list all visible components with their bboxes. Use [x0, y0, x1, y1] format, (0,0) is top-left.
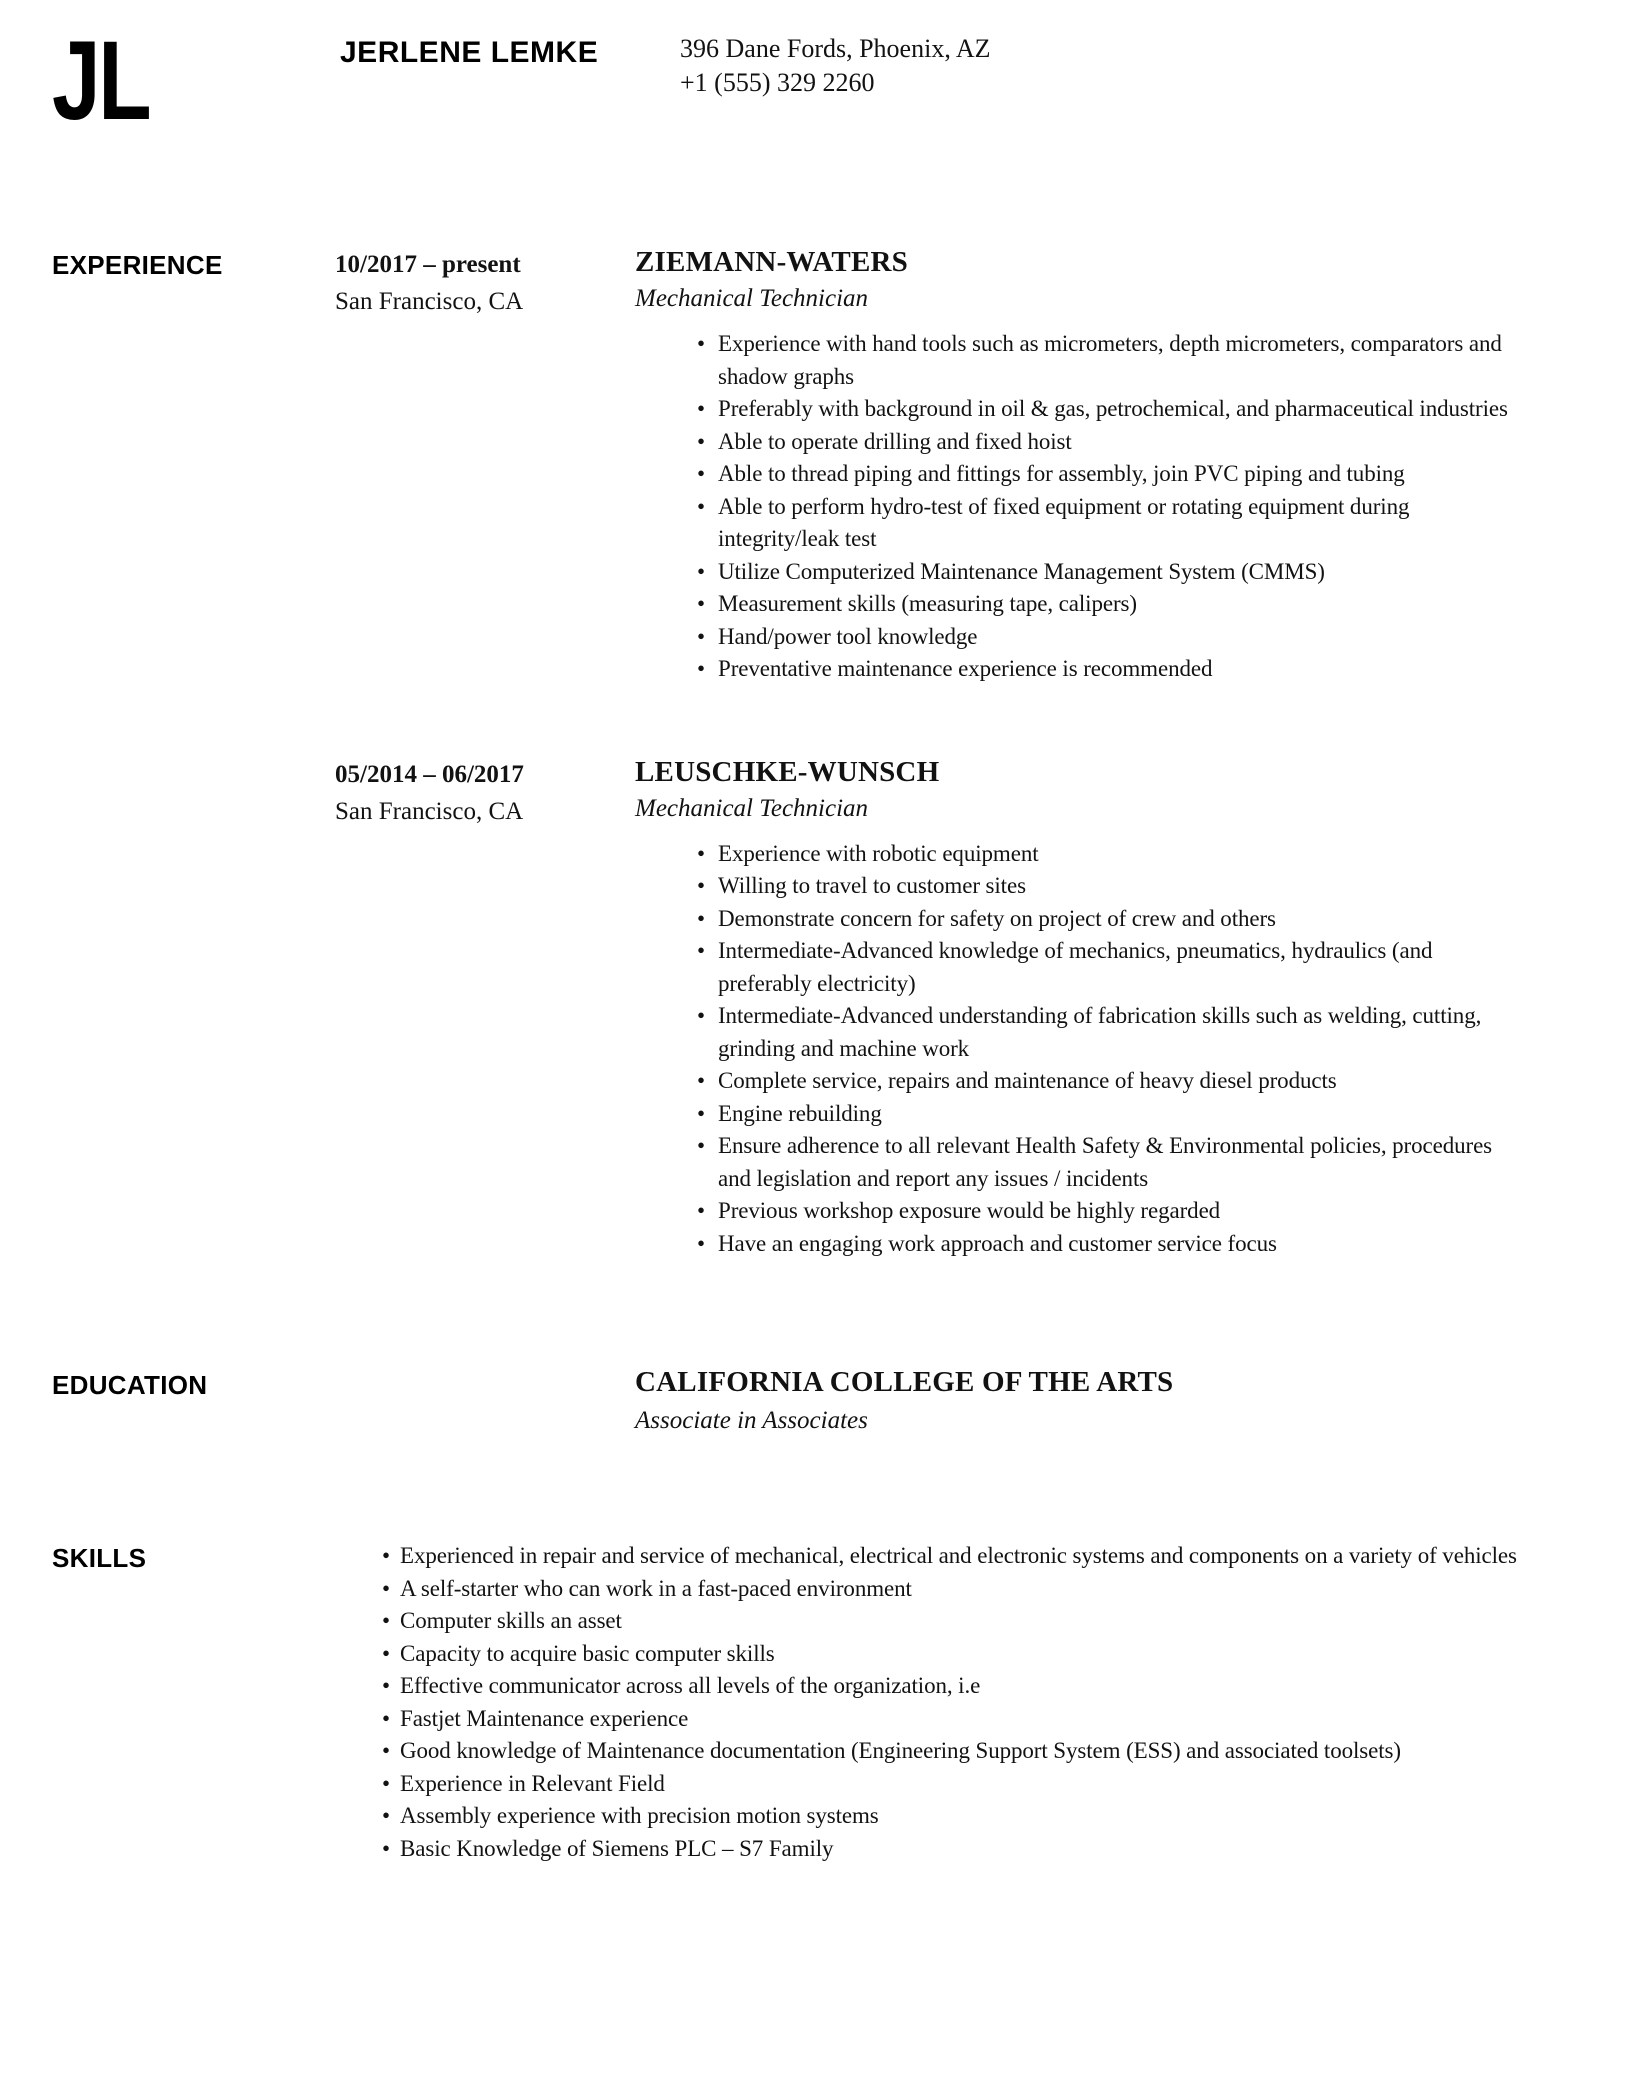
contact-block	[680, 28, 1520, 100]
skill-item: • Basic Knowledge of Siemens PLC – S7 Family	[400, 1833, 1550, 1866]
contact-phone: +1 (555) 329 2260	[680, 68, 875, 97]
skill-item: • Capacity to acquire basic computer skills	[400, 1638, 1550, 1671]
job2-details	[635, 754, 1520, 1261]
job1-dates: 10/2017 – present	[335, 251, 521, 279]
job1-title: Mechanical Technician	[635, 285, 869, 313]
job1-bullet: • Able to operate drilling and fixed hoist	[718, 426, 1520, 459]
skill-item: • Effective communicator across all levels of the organization, i.e	[400, 1670, 1550, 1703]
experience-job2-row	[52, 754, 1520, 1261]
job2-meta	[335, 754, 635, 828]
skills-list	[382, 1540, 1550, 1865]
job2-bullet-list	[635, 838, 1520, 1261]
skills-section	[52, 1540, 1520, 1865]
monogram-initials: JL	[52, 18, 150, 143]
education-section	[52, 1364, 1520, 1438]
job1-location: San Francisco, CA	[335, 288, 524, 316]
skill-item: • A self-starter who can work in a fast-paced environment	[400, 1573, 1550, 1606]
job1-bullet: • Experience with hand tools such as micrometers, depth micrometers, comparators and shadow graphs	[718, 328, 1520, 393]
job2-bullet: • Willing to travel to customer sites	[718, 870, 1520, 903]
job2-dates: 05/2014 – 06/2017	[335, 760, 524, 788]
job2-bullet: • Complete service, repairs and maintenance of heavy diesel products	[718, 1065, 1520, 1098]
degree-name: Associate in Associates	[635, 1407, 868, 1435]
skill-item: • Assembly experience with precision motion systems	[400, 1800, 1550, 1833]
job2-title: Mechanical Technician	[635, 794, 869, 822]
job1-bullet: • Hand/power tool knowledge	[718, 621, 1520, 654]
skill-item: • Experienced in repair and service of mechanical, electrical and electronic systems and components on a variety of vehicles	[400, 1540, 1550, 1573]
job2-bullet: • Previous workshop exposure would be highly regarded	[718, 1195, 1520, 1228]
job1-bullet: • Measurement skills (measuring tape, calipers)	[718, 588, 1520, 621]
job1-bullet: • Preventative maintenance experience is recommended	[718, 653, 1520, 686]
experience-heading: EXPERIENCE	[52, 250, 223, 281]
job2-bullet: • Ensure adherence to all relevant Health Safety & Environmental policies, procedures and legislation and report any issues / incidents	[718, 1130, 1520, 1195]
experience-section	[52, 244, 1520, 686]
school-name: CALIFORNIA COLLEGE OF THE ARTS	[635, 1366, 1174, 1399]
job1-meta	[335, 244, 635, 318]
job1-company: ZIEMANN-WATERS	[635, 246, 908, 279]
skill-item: • Experience in Relevant Field	[400, 1768, 1550, 1801]
job1-details	[635, 244, 1520, 686]
job1-bullet: • Preferably with background in oil & gas, petrochemical, and pharmaceutical industries	[718, 393, 1520, 426]
candidate-name: JERLENE LEMKE	[340, 36, 599, 69]
skill-item: • Fastjet Maintenance experience	[400, 1703, 1550, 1736]
skill-item: • Computer skills an asset	[400, 1605, 1550, 1638]
job2-bullet: • Demonstrate concern for safety on project of crew and others	[718, 903, 1520, 936]
job1-bullet: • Utilize Computerized Maintenance Management System (CMMS)	[718, 556, 1520, 589]
education-details	[635, 1364, 1520, 1438]
job2-bullet: • Experience with robotic equipment	[718, 838, 1520, 871]
contact-address: 396 Dane Fords, Phoenix, AZ	[680, 34, 991, 63]
job2-bullet: • Intermediate-Advanced knowledge of mechanics, pneumatics, hydraulics (and preferably electricity)	[718, 935, 1520, 1000]
skills-heading: SKILLS	[52, 1543, 147, 1574]
job2-bullet: • Engine rebuilding	[718, 1098, 1520, 1131]
job1-bullet: • Able to thread piping and fittings for assembly, join PVC piping and tubing	[718, 458, 1520, 491]
job2-company: LEUSCHKE-WUNSCH	[635, 755, 940, 788]
job2-bullet: • Intermediate-Advanced understanding of fabrication skills such as welding, cutting, grinding and machine work	[718, 1000, 1520, 1065]
skill-item: • Good knowledge of Maintenance documentation (Engineering Support System (ESS) and associated toolsets)	[400, 1735, 1550, 1768]
education-heading: EDUCATION	[52, 1370, 208, 1401]
job1-bullet: • Able to perform hydro-test of fixed equipment or rotating equipment during integrity/leak test	[718, 491, 1520, 556]
job1-bullet-list	[635, 328, 1520, 686]
job2-location: San Francisco, CA	[335, 797, 524, 825]
header	[52, 18, 1520, 143]
job2-bullet: • Have an engaging work approach and customer service focus	[718, 1228, 1520, 1261]
